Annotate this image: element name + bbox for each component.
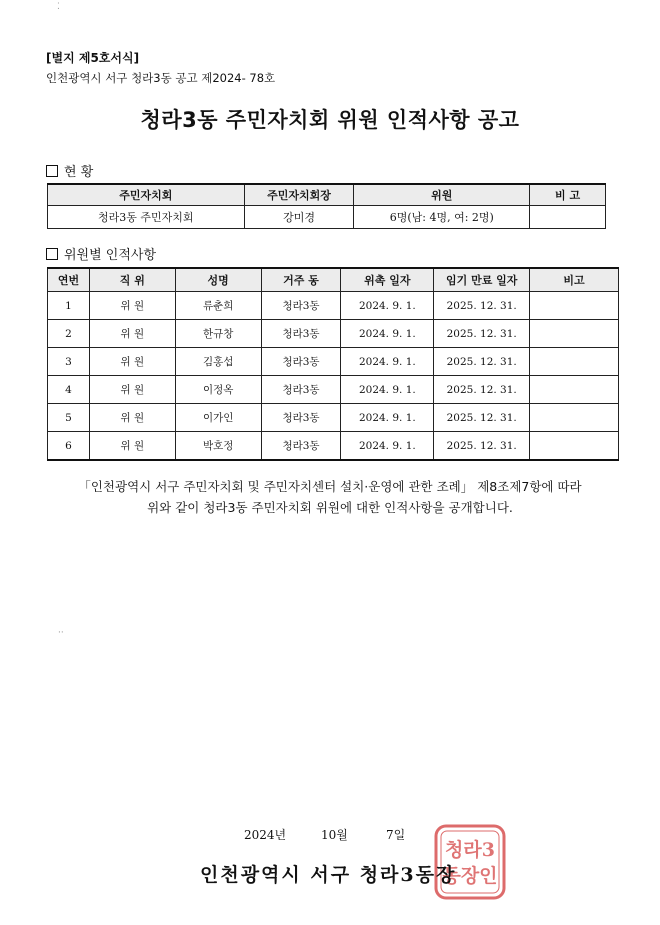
table-row	[48, 320, 619, 348]
members-header-cell: 직 위	[89, 268, 175, 292]
svg-text:청라3: 청라3	[445, 839, 495, 861]
member-cell: 위 원	[89, 348, 175, 376]
member-cell: 5	[48, 404, 90, 432]
scan-speck: ··	[58, 628, 64, 638]
member-cell: 2025. 12. 31.	[434, 292, 530, 320]
member-cell: 2025. 12. 31.	[434, 432, 530, 461]
member-cell: 2024. 9. 1.	[341, 404, 434, 432]
member-cell: 위 원	[89, 320, 175, 348]
member-cell: 청라3동	[261, 376, 341, 404]
member-cell	[530, 376, 619, 404]
member-cell: 류춘희	[175, 292, 261, 320]
member-cell: 김홍섭	[175, 348, 261, 376]
members-header-cell: 성명	[175, 268, 261, 292]
status-cell: 청라3동 주민자치회	[48, 206, 245, 229]
date-day: 7일	[386, 828, 406, 842]
member-cell: 2024. 9. 1.	[341, 432, 434, 461]
members-header-cell: 임기 만료 일자	[434, 268, 530, 292]
member-cell: 위 원	[89, 432, 175, 461]
status-table	[47, 183, 606, 229]
status-header-cell: 주민자치회	[48, 184, 245, 206]
member-cell: 청라3동	[261, 404, 341, 432]
status-cell: 6명(남: 4명, 여: 2명)	[354, 206, 530, 229]
member-cell	[530, 348, 619, 376]
section-members-label: 위원별 인적사항	[64, 248, 157, 263]
table-row	[48, 376, 619, 404]
member-cell: 1	[48, 292, 90, 320]
member-cell: 6	[48, 432, 90, 461]
member-cell: 2025. 12. 31.	[434, 320, 530, 348]
date-month: 10월	[321, 828, 348, 842]
date-year: 2024년	[244, 828, 287, 842]
checkbox-square-icon	[46, 165, 58, 177]
member-cell: 3	[48, 348, 90, 376]
member-cell: 청라3동	[261, 432, 341, 461]
member-cell	[530, 432, 619, 461]
member-cell: 2024. 9. 1.	[341, 376, 434, 404]
checkbox-square-icon	[46, 248, 58, 260]
table-row	[48, 292, 619, 320]
status-header-row	[48, 184, 606, 206]
member-cell: 2024. 9. 1.	[341, 320, 434, 348]
members-header-cell: 위촉 일자	[341, 268, 434, 292]
member-cell: 2025. 12. 31.	[434, 404, 530, 432]
member-cell: 청라3동	[261, 348, 341, 376]
section-status-heading	[46, 161, 93, 180]
svg-text:동장인: 동장인	[442, 865, 498, 887]
table-row	[48, 404, 619, 432]
member-cell: 위 원	[89, 292, 175, 320]
section-members-heading	[46, 244, 156, 263]
member-cell	[530, 320, 619, 348]
section-status-label: 현 황	[64, 165, 94, 180]
member-cell: 박호정	[175, 432, 261, 461]
member-cell: 4	[48, 376, 90, 404]
member-cell	[530, 292, 619, 320]
member-cell: 이정옥	[175, 376, 261, 404]
status-cell: 강미경	[244, 206, 354, 229]
member-cell: 2025. 12. 31.	[434, 348, 530, 376]
table-row	[48, 348, 619, 376]
member-cell: 청라3동	[261, 292, 341, 320]
member-cell: 위 원	[89, 404, 175, 432]
member-cell: 2024. 9. 1.	[341, 348, 434, 376]
member-cell: 이가인	[175, 404, 261, 432]
statement-line-1: 「인천광역시 서구 주민자치회 및 주민자치센터 설치·운영에 관한 조례」 제8조제7항에 따라	[78, 479, 582, 494]
page-title: 청라3동 주민자치회 위원 인적사항 공고	[140, 108, 520, 132]
signer-name: 인천광역시 서구 청라3동장	[200, 864, 457, 886]
members-table	[47, 267, 619, 461]
notice-number: 인천광역시 서구 청라3동 공고 제2024- 78호	[46, 71, 276, 85]
status-header-cell: 위원	[354, 184, 530, 206]
table-row	[48, 432, 619, 461]
members-header-cell: 거주 동	[261, 268, 341, 292]
member-cell: 2025. 12. 31.	[434, 376, 530, 404]
status-header-cell: 비 고	[530, 184, 606, 206]
members-header-cell: 연번	[48, 268, 90, 292]
form-number: [별지 제5호서식]	[46, 51, 140, 65]
member-cell: 한규창	[175, 320, 261, 348]
status-cell	[530, 206, 606, 229]
status-data-row	[48, 206, 606, 229]
members-header-cell: 비고	[530, 268, 619, 292]
status-header-cell: 주민자치회장	[244, 184, 354, 206]
members-header-row	[48, 268, 619, 292]
member-cell	[530, 404, 619, 432]
member-cell: 2024. 9. 1.	[341, 292, 434, 320]
scan-speck: ⁚	[57, 2, 60, 12]
member-cell: 청라3동	[261, 320, 341, 348]
member-cell: 위 원	[89, 376, 175, 404]
member-cell: 2	[48, 320, 90, 348]
statement-line-2: 위와 같이 청라3동 주민자치회 위원에 대한 인적사항을 공개합니다.	[147, 500, 513, 515]
